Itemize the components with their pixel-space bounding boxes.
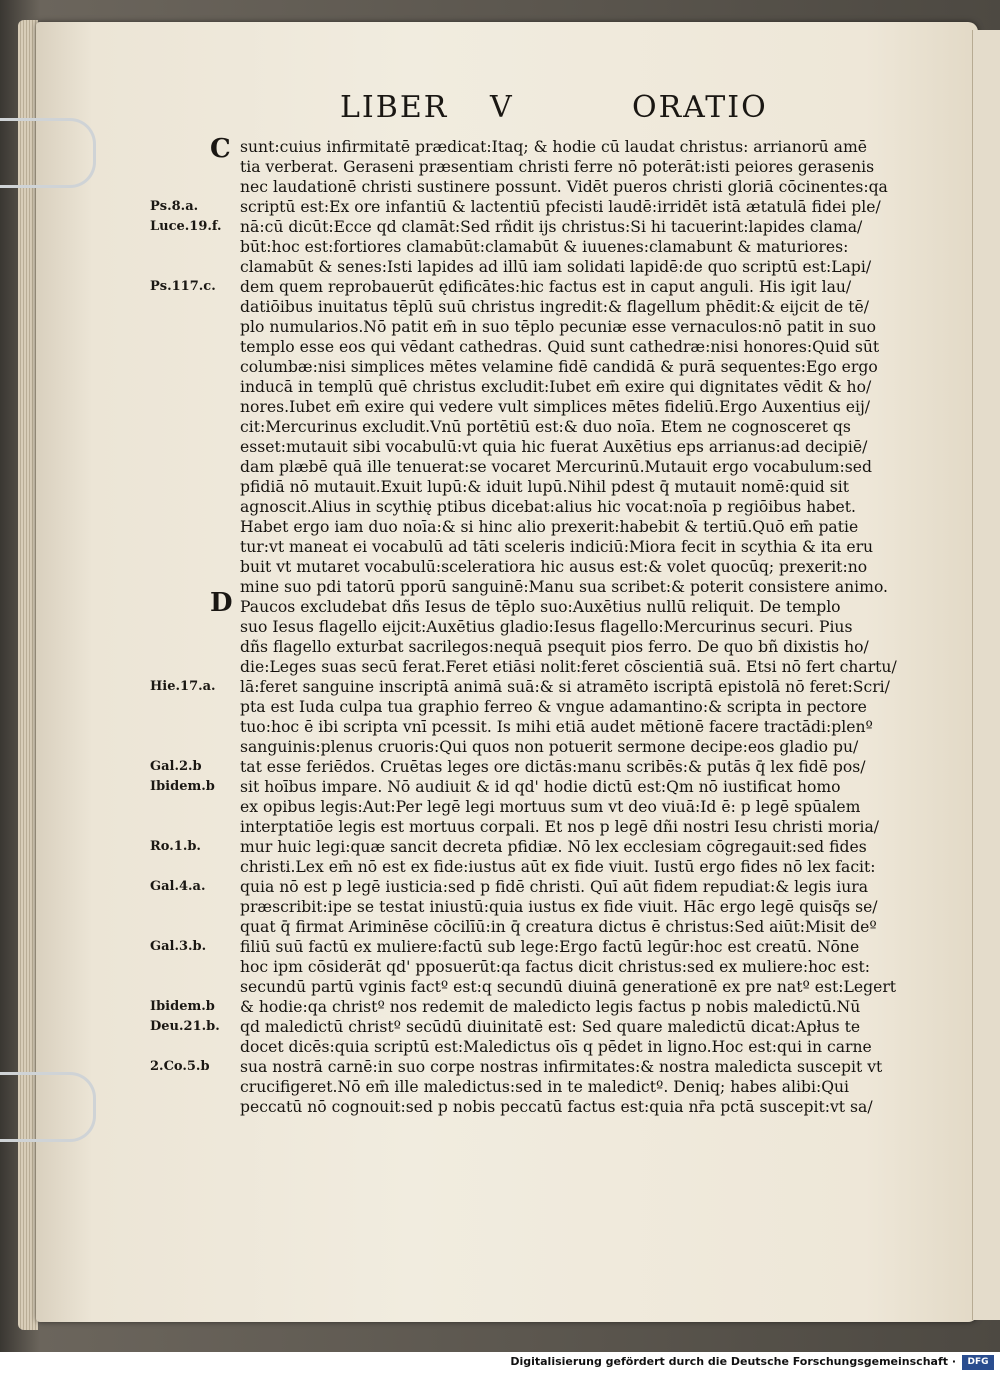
margin-citation: Luce.19.f. — [150, 219, 222, 234]
text-line: buit vt mutaret vocabulū:sceleratiora hic ausus est:& volet quocūq; prexerit:no — [240, 558, 868, 576]
facing-page-edge — [972, 30, 1000, 1320]
text-line: pfidiā nō mutauit.Exuit lupū:& iduit lupū.Nihil pdest q̄ mutauit nomē:quid sit — [240, 478, 849, 496]
footer-credit: Digitalisierung gefördert durch die Deutsche Forschungsgemeinschaft · — [510, 1355, 956, 1368]
text-line: peccatū nō cognouit:sed p nobis peccatū factus est:quia nr̄a pctā suscepit:vt sa/ — [240, 1098, 873, 1116]
body-text — [240, 137, 922, 1117]
text-line: interptatiōe legis est mortuus corpali. Et nos p legē dñi nostri Iesu christi moria/ — [240, 818, 880, 836]
book-clip-bottom — [0, 1072, 96, 1142]
text-line: sanguinis:plenus cruoris:Qui quos non potuerit sermone decipe:eos gladio pu/ — [240, 738, 859, 756]
text-line: qd maledictū christº secūdū diuinitatē est: Sed quare maledictū dicat:Apłus te — [240, 1018, 861, 1036]
text-line: mine suo pdi tatorū pporū sanguinē:Manu sua scribet:& poterit consistere animo. — [240, 578, 889, 596]
margin-citation: Ro.1.b. — [150, 839, 201, 854]
margin-citation: Ps.8.a. — [150, 199, 199, 214]
text-line: nores.Iubet em̄ exire qui vedere vult simplices mētes fideliū.Ergo Auxentius eij/ — [240, 398, 871, 416]
text-line: tia verberat. Geraseni præsentiam christi ferre nō poterāt:isti peiores gerasenis — [240, 158, 875, 176]
text-line: mur huic legi:quæ sancit decreta pfidiæ. Nō lex ecclesiam cōgregauit:sed fides — [240, 838, 867, 856]
text-line: secundū partū vginis factº est:q secundū diuinā generationē ex pre natº est:Legert — [240, 978, 897, 996]
margin-citation: Ps.117.c. — [150, 279, 216, 294]
text-line: templo esse eos qui vēdant cathedras. Quid sunt cathedræ:nisi honores:Quid sūt — [240, 338, 880, 356]
capital-letter-c: C — [210, 134, 231, 164]
margin-citation: Hie.17.a. — [150, 679, 216, 694]
footer-bar — [0, 1352, 1000, 1374]
margin-citation: Ibidem.b — [150, 779, 215, 794]
text-line: ex opibus legis:Aut:Per legē legi mortuus sum vt deo viuā:Id ē: p legē spūalem — [240, 798, 861, 816]
text-line: docet dicēs:quia scriptū est:Maledictus oīs q pēdet in ligno.Hoc est:qui in carne — [240, 1038, 872, 1056]
margin-citation: Deu.21.b. — [150, 1019, 220, 1034]
text-line: quia nō est p legē iusticia:sed p fidē christi. Quī aūt fidem repudiat:& legis iura — [240, 878, 868, 896]
text-line: plo numularios.Nō patit em̄ in suo tēplo pecuniæ esse vernaculos:nō patit in suo — [240, 318, 877, 336]
text-line: sua nostrā carnē:in suo corpe nostras infirmitates:& nostra maledicta suscepit vt — [240, 1058, 883, 1076]
text-line: dñs flagello exturbat sacrilegos:nequā psequit pios ferro. De quo bñ dixistis ho/ — [240, 638, 869, 656]
running-head-oratio: ORATIO — [632, 90, 768, 125]
text-line: christi.Lex em̄ nō est ex fide:iustus aūt ex fide viuit. Iustū ergo fides nō lex facit: — [240, 858, 876, 876]
text-line: tur:vt maneat ei vocabulū ad tāti sceleris indiciū:Miora fecit in scythia & ita eru — [240, 538, 874, 556]
text-line: pta est Iuda culpa tua graphio ferreo & vngue adamantino:& scripta in pectore — [240, 698, 867, 716]
text-line: cit:Mercurinus excludit.Vnū portētiū est:& duo noīa. Etem ne cognosceret qs — [240, 418, 851, 436]
running-head-liber: LIBER — [340, 90, 449, 125]
text-line: sit hoībus impare. Nō audiuit & id qd' hodie dictū est:Qm nō iustificat homo — [240, 778, 841, 796]
text-line: Paucos excludebat dñs Iesus de tēplo suo:Auxētius nullū reliquit. De templo — [240, 598, 841, 616]
text-line: scriptū est:Ex ore infantiū & lactentiū pfecisti laudē:irridēt istā ætatulā fidei ple/ — [240, 198, 881, 216]
text-line: crucifigeret.Nō em̄ ille maledictus:sed in te maledictº. Deniq; habes alibi:Qui — [240, 1078, 850, 1096]
text-line: Habet ergo iam duo noīa:& si hinc alio prexerit:habebit & tertiū.Quō em̄ patie — [240, 518, 859, 536]
margin-citation: Ibidem.b — [150, 999, 215, 1014]
text-line: suo Iesus flagello eijcit:Auxētius gladio:Iesus flagello:Mercurinus securi. Pius — [240, 618, 853, 636]
text-line: quat q̄ firmat Ariminēse cōcilīū:in q̄ creatura dictus ē christus:Sed aiūt:Misit deº — [240, 918, 877, 936]
text-line: agnoscit.Alius in scythię ptibus dicebat:alius hic vocat:noīa p regiōibus habet. — [240, 498, 856, 516]
text-line: nec laudationē christi sustinere possunt. Vidēt pueros christi gloriā cōcinentes:qa — [240, 178, 888, 196]
text-line: sunt:cuius infirmitatē prædicat:Itaq; & hodie cū laudat christus: arrianorū amē — [240, 138, 867, 156]
text-line: lā:feret sanguine inscriptā animā suā:& si atramēto iscriptā epistolā nō feret:Scri/ — [240, 678, 890, 696]
text-line: hoc ipm cōsiderāt qd' pposuerūt:qa factus dicit christus:sed ex muliere:hoc est: — [240, 958, 870, 976]
text-line: clamabūt & senes:Isti lapides ad illū iam solidati lapidē:de quo scriptū est:Lapi/ — [240, 258, 872, 276]
running-head-book-number: V — [490, 90, 514, 125]
text-line: columbæ:nisi simplices mētes velamine fidē candidā & purā sequentes:Ego ergo — [240, 358, 878, 376]
text-line: būt:hoc est:fortiores clamabūt:clamabūt & iuuenes:clamabunt & maturiores: — [240, 238, 849, 256]
margin-citation: Gal.3.b. — [150, 939, 207, 954]
text-line: præscribit:ipe se testat iniustū:quia iustus ex fide viuit. Hāc ergo legē quisq̄s se/ — [240, 898, 878, 916]
running-head — [340, 90, 780, 130]
margin-citation: Gal.4.a. — [150, 879, 206, 894]
text-line: & hodie:qa christº nos redemit de maledicto legis factus p nobis maledictū.Nū — [240, 998, 861, 1016]
text-line: dam plæbē quā ille tenuerat:se vocaret Mercurinū.Mutauit ergo vocabulum:sed — [240, 458, 872, 476]
margin-citation: 2.Co.5.b — [150, 1059, 210, 1074]
dfg-logo: DFG — [962, 1355, 994, 1370]
text-line: inducā in templū quē christus excludit:Iubet em̄ exire qui dignitates vēdit & ho/ — [240, 378, 872, 396]
margin-citation: Gal.2.b — [150, 759, 202, 774]
text-line: filiū suū factū ex muliere:factū sub lege:Ergo factū legūr:hoc est creatū. Nōne — [240, 938, 860, 956]
book-clip-top — [0, 118, 96, 188]
text-line: datiōibus inuitatus tēplū suū christus ingredit:& flagellum phēdit:& eijcit de tē/ — [240, 298, 869, 316]
text-line: nā:cū dicūt:Ecce qd clamāt:Sed rñdit ijs christus:Si hi tacuerint:lapides clama/ — [240, 218, 863, 236]
text-line: tat esse feriēdos. Cruētas leges ore dictās:manu scribēs:& putās q̄ lex fidē pos/ — [240, 758, 866, 776]
text-line: esset:mutauit sibi vocabulū:vt quia hic fuerat Auxētius eps arrianus:ad decipiē/ — [240, 438, 868, 456]
text-line: die:Leges suas secū ferat.Feret etiāsi nolit:feret cōscientiā suā. Etsi nō fert chartu/ — [240, 658, 897, 676]
capital-letter-d: D — [210, 588, 233, 618]
text-line: tuo:hoc ē ibi scripta vnī pcessit. Is mihi etiā audet mētionē facere tractādi:plenº — [240, 718, 873, 736]
text-line: dem quem reprobauerūt ędificātes:hic factus est in caput anguli. His igit lau/ — [240, 278, 852, 296]
